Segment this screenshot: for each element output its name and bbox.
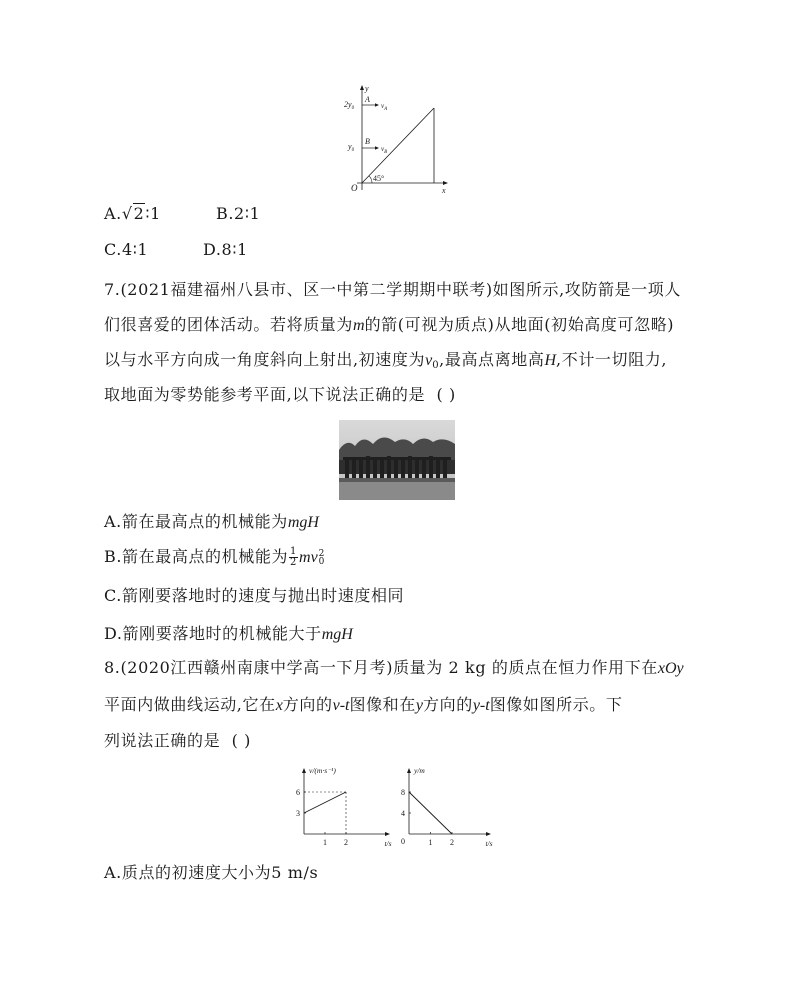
y-tick-label: 3 bbox=[296, 809, 300, 818]
text: A.箭在最高点的机械能为 bbox=[104, 512, 288, 531]
q7-stem-line-3 bbox=[104, 350, 667, 376]
incline-line bbox=[362, 108, 434, 183]
q8-stem-line-2 bbox=[104, 695, 623, 716]
symbol: x bbox=[275, 697, 283, 714]
q6-option-c: C.4∶1 bbox=[104, 240, 149, 259]
q7-option-b bbox=[104, 547, 325, 568]
radicand: 2 bbox=[133, 204, 145, 223]
velocity-b-label: $v_B$ bbox=[381, 145, 388, 155]
x-tick-label: 1 bbox=[428, 838, 433, 847]
q6-option-d: D.8∶1 bbox=[203, 240, 248, 259]
q8-stem-line-3 bbox=[104, 731, 251, 751]
text: 们很喜爱的团体活动。若将质量为 bbox=[104, 315, 354, 334]
text: 取地面为零势能参考平面,以下说法正确的是 bbox=[104, 385, 426, 404]
point-b-label: B bbox=[365, 137, 370, 146]
q7-option-c: C.箭刚要落地时的速度与抛出时速度相同 bbox=[104, 586, 405, 605]
x-tick-label: 1 bbox=[323, 838, 327, 847]
x-axis-arrow bbox=[385, 832, 390, 836]
formula: mv bbox=[299, 549, 318, 566]
y-axis-arrow bbox=[407, 768, 411, 773]
data-line bbox=[304, 792, 346, 813]
mass-symbol: m bbox=[353, 317, 365, 334]
text: ,不计一切阻力, bbox=[556, 350, 668, 369]
formula: mgH bbox=[287, 514, 319, 531]
velocity-b-arrowhead bbox=[375, 146, 379, 149]
text: ,最高点离地高 bbox=[439, 350, 545, 369]
x-axis-label: t/s bbox=[384, 839, 392, 848]
symbol: v-t bbox=[332, 697, 350, 714]
y-axis-label: v/(m·s⁻¹) bbox=[309, 766, 336, 775]
denominator: 2 bbox=[290, 557, 298, 568]
angle-label: 45° bbox=[373, 174, 385, 183]
q7-stem-line-4 bbox=[104, 385, 456, 405]
answer-bracket: ( ) bbox=[436, 385, 456, 404]
text: D.箭刚要落地时的机械能大于 bbox=[104, 624, 322, 643]
ratio: ∶1 bbox=[145, 204, 161, 223]
answer-bracket: ( ) bbox=[231, 731, 251, 750]
subscript: 0 bbox=[318, 556, 325, 567]
q8-stem-line-1 bbox=[104, 658, 684, 679]
q7-stem-line-2 bbox=[104, 315, 674, 336]
text: 图像和在 bbox=[349, 695, 416, 714]
text: 8.(2020江西赣州南康中学高一下月考)质量为 2 kg 的质点在恒力作用下在 bbox=[104, 658, 658, 677]
y-tick-label: 8 bbox=[401, 788, 405, 797]
level-a-label: $2y_0$ bbox=[344, 100, 355, 111]
q6-option-a bbox=[104, 204, 161, 224]
yt-graph bbox=[395, 760, 500, 852]
x-axis-arrow bbox=[443, 181, 448, 185]
vt-graph bbox=[290, 760, 400, 852]
symbol: y-t bbox=[472, 697, 490, 714]
text: 平面内做曲线运动,它在 bbox=[104, 695, 276, 714]
origin-label: 0 bbox=[401, 837, 405, 846]
data-line bbox=[409, 792, 452, 834]
velocity-a-arrowhead bbox=[375, 103, 379, 106]
y-tick-label: 4 bbox=[401, 809, 405, 818]
x-tick-label: 2 bbox=[450, 838, 454, 847]
radical-sign: √ bbox=[121, 204, 133, 223]
velocity-symbol: v bbox=[425, 352, 433, 369]
velocity-a-label: $v_A$ bbox=[381, 102, 388, 112]
y-tick-label: 6 bbox=[296, 788, 300, 797]
option-label: A. bbox=[104, 204, 122, 223]
text: 方向的 bbox=[423, 695, 473, 714]
angle-arc bbox=[369, 176, 372, 183]
q6-option-b: B.2∶1 bbox=[216, 204, 261, 223]
fraction bbox=[289, 547, 298, 568]
text: 列说法正确的是 bbox=[104, 731, 221, 750]
text: 方向的 bbox=[282, 695, 333, 714]
text: 的箭(可视为质点)从地面(初始高度可忽略) bbox=[364, 315, 675, 334]
text: B.箭在最高点的机械能为 bbox=[104, 547, 289, 566]
point-a-label: A bbox=[365, 95, 370, 104]
q7-stem-line-1: 7.(2021福建福州八县市、区一中第二学期期中联考)如图所示,攻防箭是一项人 bbox=[104, 280, 681, 299]
sup-sub bbox=[319, 550, 325, 566]
symbol: y bbox=[415, 697, 423, 714]
q7-option-d bbox=[104, 624, 353, 645]
velocity-subscript: 0 bbox=[432, 360, 440, 371]
x-axis-label: x bbox=[442, 186, 446, 195]
level-b-label: $y_0$ bbox=[348, 142, 355, 153]
plane-symbol: xOy bbox=[657, 660, 684, 677]
q6-motion-diagram bbox=[335, 80, 455, 198]
q8-option-a: A.质点的初速度大小为5 m/s bbox=[104, 863, 319, 882]
y-axis-label: y/m bbox=[414, 766, 425, 775]
y-axis-label: y bbox=[365, 84, 369, 93]
formula: mgH bbox=[321, 626, 353, 643]
y-axis-arrow bbox=[302, 768, 306, 773]
y-axis-arrow bbox=[360, 85, 364, 90]
archery-photo bbox=[339, 420, 455, 500]
x-axis-arrow bbox=[486, 832, 491, 836]
text: 以与水平方向成一角度斜向上射出,初速度为 bbox=[104, 350, 426, 369]
height-symbol: H bbox=[544, 352, 557, 369]
origin-label: O bbox=[351, 183, 358, 193]
x-tick-label: 2 bbox=[344, 838, 348, 847]
numerator: 1 bbox=[290, 546, 298, 557]
x-axis-label: t/s bbox=[485, 839, 493, 848]
text: 图像如图所示。下 bbox=[489, 695, 623, 714]
q7-option-a bbox=[104, 512, 319, 533]
superscript: 2 bbox=[318, 548, 325, 559]
